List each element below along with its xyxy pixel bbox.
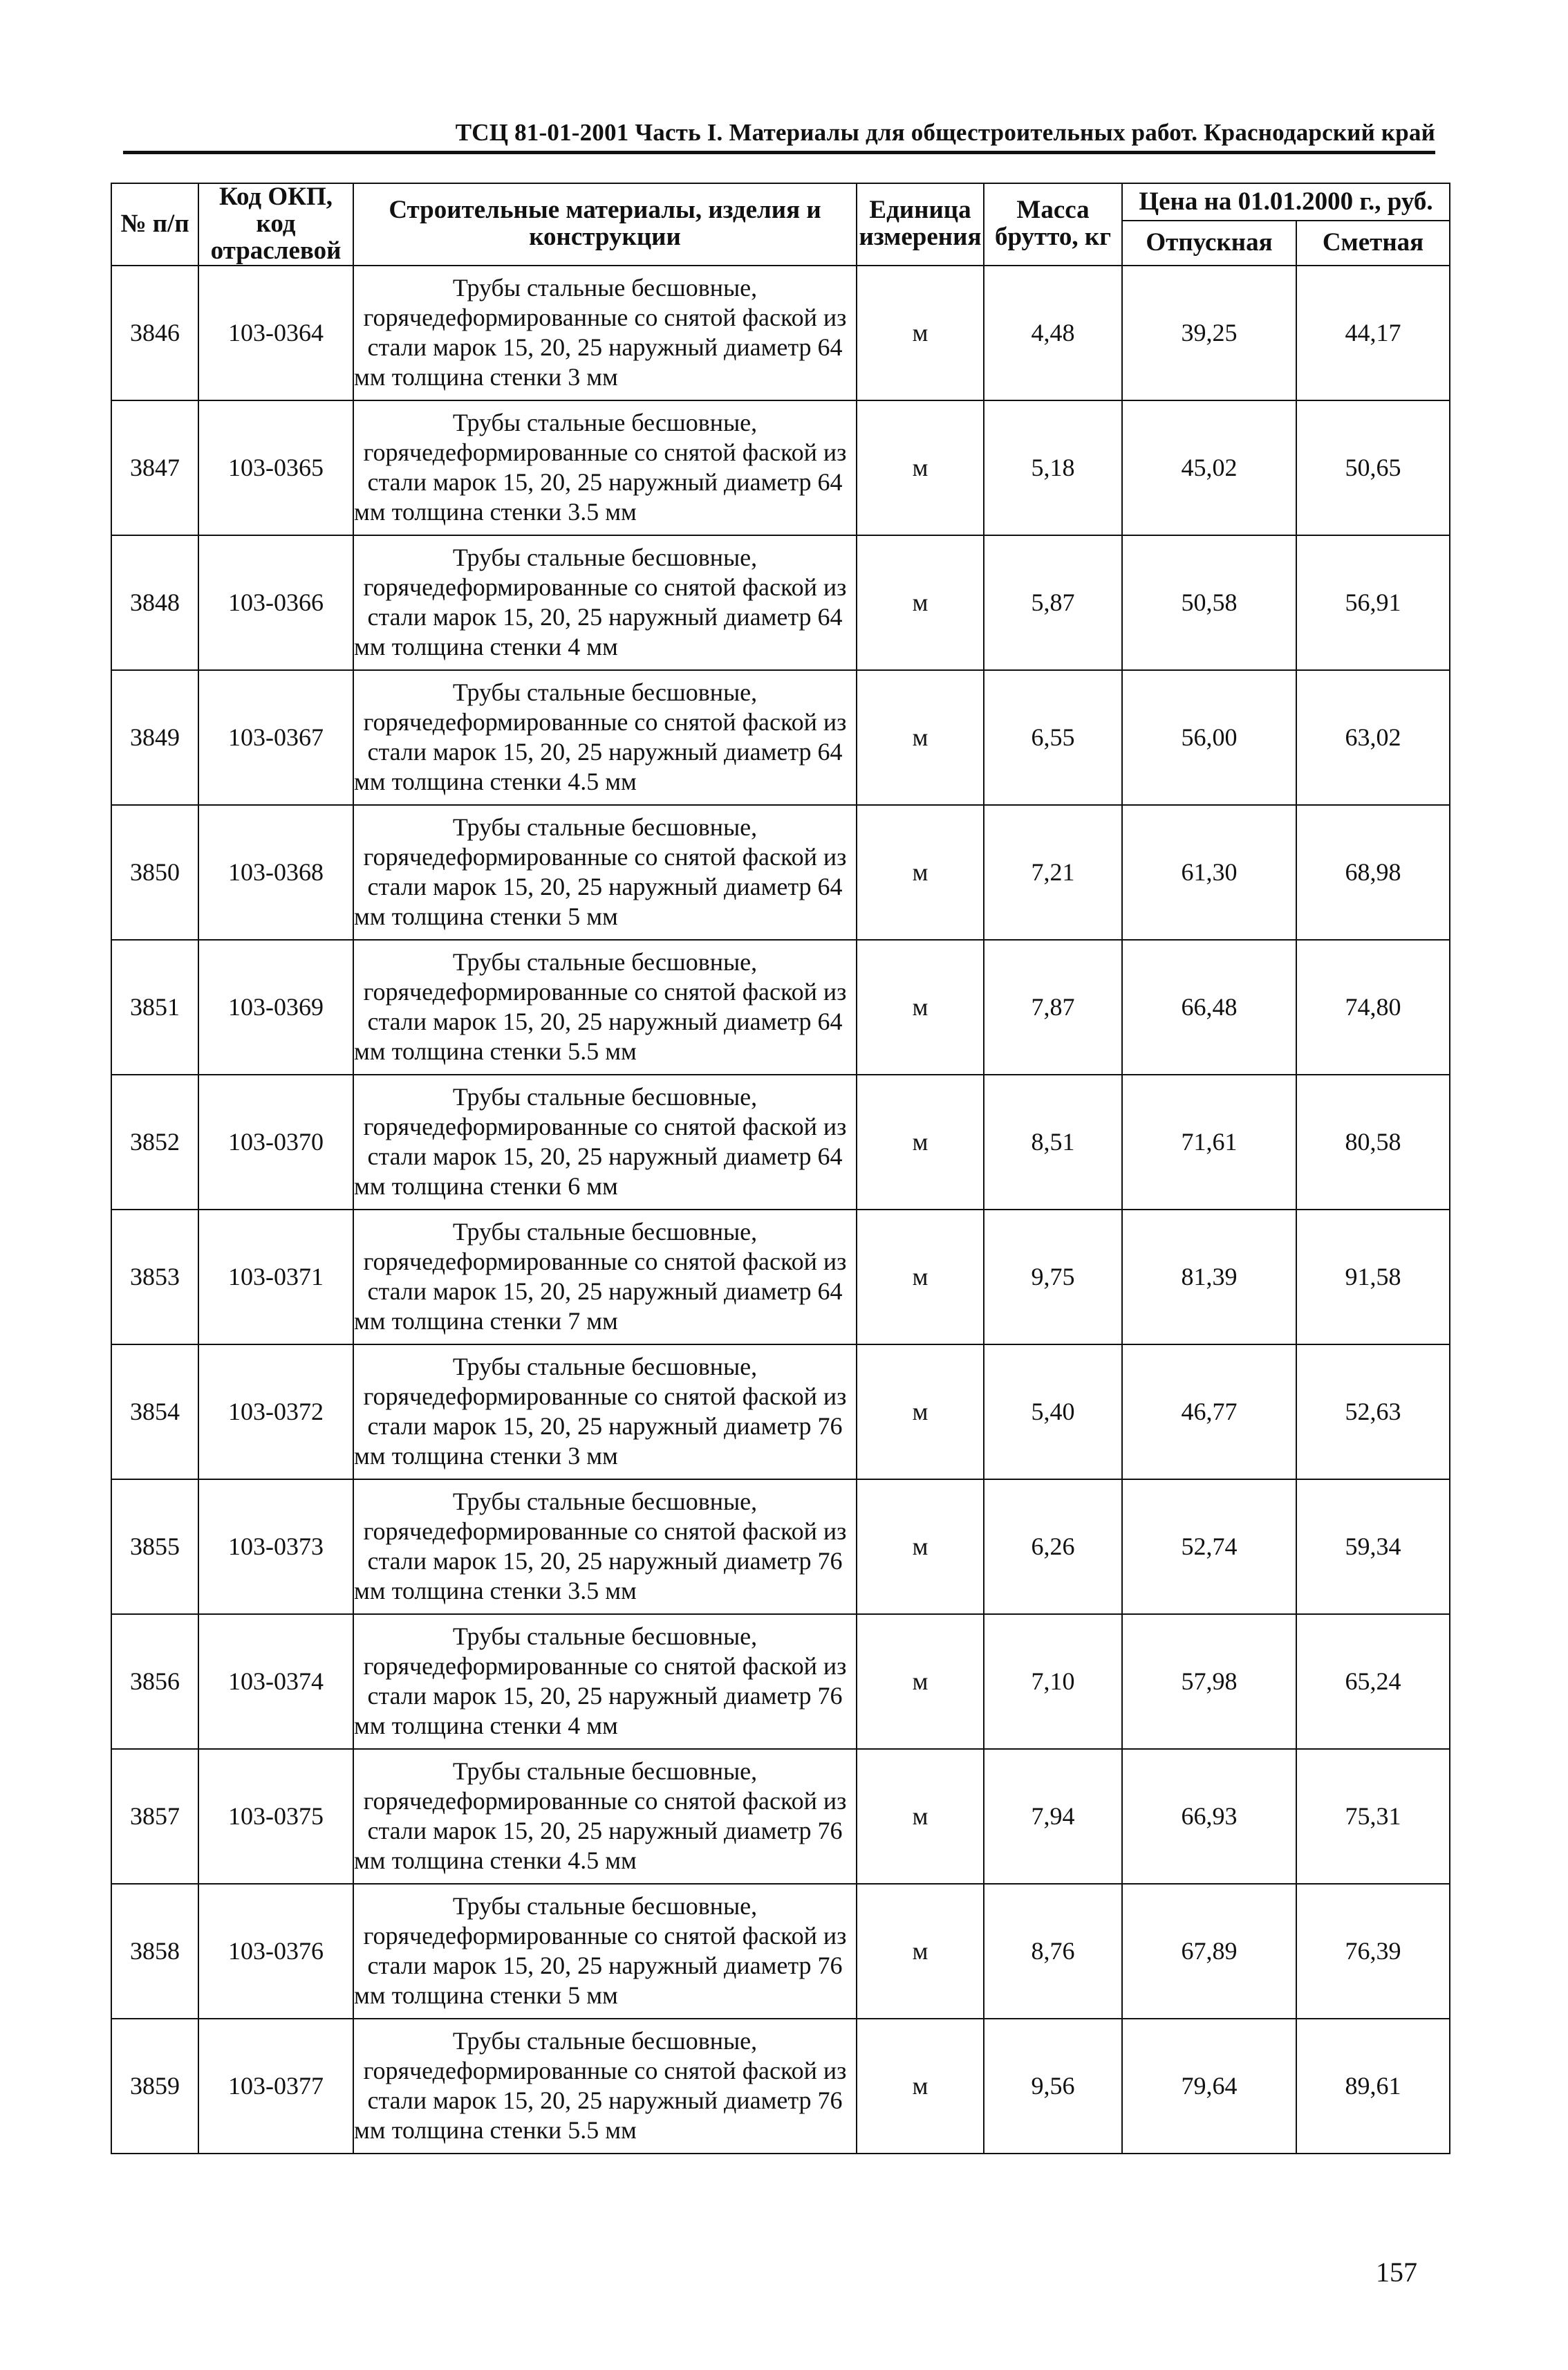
cell-unit: м <box>857 1749 984 1884</box>
cell-price-release: 67,89 <box>1122 1884 1296 2019</box>
cell-code: 103-0374 <box>198 1614 353 1749</box>
table-row <box>111 1479 1450 1614</box>
table-row <box>111 670 1450 805</box>
cell-unit: м <box>857 1614 984 1749</box>
cell-num: 3854 <box>111 1344 198 1479</box>
cell-description: Трубы стальные бесшовные, горячедеформированные со снятой фаской из стали марок 15, 20, 25 наружный диаметр 64 мм толщина стенки 7 мм <box>353 1210 857 1344</box>
cell-price-estimate: 52,63 <box>1296 1344 1450 1479</box>
cell-description: Трубы стальные бесшовные, горячедеформированные со снятой фаской из стали марок 15, 20, 25 наружный диаметр 64 мм толщина стенки 4.5 мм <box>353 670 857 805</box>
cell-price-estimate: 74,80 <box>1296 940 1450 1075</box>
cell-price-release: 50,58 <box>1122 535 1296 670</box>
cell-code: 103-0372 <box>198 1344 353 1479</box>
cell-mass: 7,10 <box>984 1614 1122 1749</box>
cell-description: Трубы стальные бесшовные, горячедеформированные со снятой фаской из стали марок 15, 20, 25 наружный диаметр 76 мм толщина стенки 5 мм <box>353 1884 857 2019</box>
header-name: Строительные материалы, изделия и конструкции <box>353 183 857 266</box>
cell-mass: 6,26 <box>984 1479 1122 1614</box>
cell-num: 3847 <box>111 400 198 535</box>
table-row <box>111 940 1450 1075</box>
cell-mass: 4,48 <box>984 266 1122 400</box>
cell-num: 3853 <box>111 1210 198 1344</box>
cell-code: 103-0371 <box>198 1210 353 1344</box>
cell-price-release: 57,98 <box>1122 1614 1296 1749</box>
table-row <box>111 400 1450 535</box>
cell-num: 3859 <box>111 2019 198 2154</box>
cell-mass: 5,87 <box>984 535 1122 670</box>
cell-mass: 9,75 <box>984 1210 1122 1344</box>
cell-description: Трубы стальные бесшовные, горячедеформированные со снятой фаской из стали марок 15, 20, 25 наружный диаметр 76 мм толщина стенки 3 мм <box>353 1344 857 1479</box>
cell-num: 3849 <box>111 670 198 805</box>
cell-mass: 5,18 <box>984 400 1122 535</box>
cell-price-estimate: 80,58 <box>1296 1075 1450 1210</box>
cell-num: 3857 <box>111 1749 198 1884</box>
cell-code: 103-0364 <box>198 266 353 400</box>
cell-description: Трубы стальные бесшовные, горячедеформированные со снятой фаской из стали марок 15, 20, 25 наружный диаметр 76 мм толщина стенки 5.5 мм <box>353 2019 857 2154</box>
table-row <box>111 1344 1450 1479</box>
cell-mass: 7,94 <box>984 1749 1122 1884</box>
cell-price-release: 61,30 <box>1122 805 1296 940</box>
cell-code: 103-0369 <box>198 940 353 1075</box>
cell-code: 103-0375 <box>198 1749 353 1884</box>
header-code: Код ОКП, код отраслевой <box>198 183 353 266</box>
header-mass: Масса брутто, кг <box>984 183 1122 266</box>
table-row <box>111 1749 1450 1884</box>
cell-unit: м <box>857 1075 984 1210</box>
table-row <box>111 805 1450 940</box>
cell-price-estimate: 76,39 <box>1296 1884 1450 2019</box>
cell-unit: м <box>857 1210 984 1344</box>
cell-code: 103-0373 <box>198 1479 353 1614</box>
cell-price-release: 46,77 <box>1122 1344 1296 1479</box>
cell-price-estimate: 91,58 <box>1296 1210 1450 1344</box>
cell-mass: 7,87 <box>984 940 1122 1075</box>
cell-description: Трубы стальные бесшовные, горячедеформированные со снятой фаской из стали марок 15, 20, 25 наружный диаметр 64 мм толщина стенки 3 мм <box>353 266 857 400</box>
header-price-estimate: Сметная <box>1296 221 1450 265</box>
cell-num: 3846 <box>111 266 198 400</box>
cell-mass: 8,51 <box>984 1075 1122 1210</box>
page-number: 157 <box>1376 2257 1417 2288</box>
cell-mass: 9,56 <box>984 2019 1122 2154</box>
cell-price-estimate: 89,61 <box>1296 2019 1450 2154</box>
cell-num: 3858 <box>111 1884 198 2019</box>
cell-mass: 5,40 <box>984 1344 1122 1479</box>
cell-price-release: 45,02 <box>1122 400 1296 535</box>
cell-description: Трубы стальные бесшовные, горячедеформированные со снятой фаской из стали марок 15, 20, 25 наружный диаметр 76 мм толщина стенки 4 мм <box>353 1614 857 1749</box>
header-rule <box>123 151 1435 154</box>
cell-price-estimate: 63,02 <box>1296 670 1450 805</box>
cell-price-estimate: 50,65 <box>1296 400 1450 535</box>
price-table <box>111 183 1450 2154</box>
table-row <box>111 266 1450 400</box>
cell-description: Трубы стальные бесшовные, горячедеформированные со снятой фаской из стали марок 15, 20, 25 наружный диаметр 64 мм толщина стенки 3.5 мм <box>353 400 857 535</box>
cell-price-estimate: 59,34 <box>1296 1479 1450 1614</box>
cell-mass: 8,76 <box>984 1884 1122 2019</box>
header-unit: Единица измерения <box>857 183 984 266</box>
cell-price-release: 79,64 <box>1122 2019 1296 2154</box>
table-row <box>111 1884 1450 2019</box>
table-body <box>111 266 1450 2154</box>
cell-description: Трубы стальные бесшовные, горячедеформированные со снятой фаской из стали марок 15, 20, 25 наружный диаметр 64 мм толщина стенки 4 мм <box>353 535 857 670</box>
cell-code: 103-0368 <box>198 805 353 940</box>
cell-code: 103-0365 <box>198 400 353 535</box>
cell-price-estimate: 68,98 <box>1296 805 1450 940</box>
cell-price-estimate: 56,91 <box>1296 535 1450 670</box>
cell-description: Трубы стальные бесшовные, горячедеформированные со снятой фаской из стали марок 15, 20, 25 наружный диаметр 76 мм толщина стенки 4.5 мм <box>353 1749 857 1884</box>
cell-price-release: 39,25 <box>1122 266 1296 400</box>
cell-num: 3848 <box>111 535 198 670</box>
cell-unit: м <box>857 2019 984 2154</box>
cell-description: Трубы стальные бесшовные, горячедеформированные со снятой фаской из стали марок 15, 20, 25 наружный диаметр 64 мм толщина стенки 5 мм <box>353 805 857 940</box>
cell-mass: 6,55 <box>984 670 1122 805</box>
cell-unit: м <box>857 535 984 670</box>
running-header: ТСЦ 81-01-2001 Часть I. Материалы для общестроительных работ. Краснодарский край <box>455 119 1435 146</box>
cell-price-estimate: 65,24 <box>1296 1614 1450 1749</box>
cell-unit: м <box>857 1884 984 2019</box>
cell-price-estimate: 75,31 <box>1296 1749 1450 1884</box>
cell-unit: м <box>857 670 984 805</box>
cell-price-release: 52,74 <box>1122 1479 1296 1614</box>
cell-code: 103-0366 <box>198 535 353 670</box>
table-row <box>111 2019 1450 2154</box>
table-header <box>111 183 1450 266</box>
cell-num: 3852 <box>111 1075 198 1210</box>
header-price-release: Отпускная <box>1122 221 1296 265</box>
cell-code: 103-0377 <box>198 2019 353 2154</box>
cell-price-release: 56,00 <box>1122 670 1296 805</box>
cell-code: 103-0367 <box>198 670 353 805</box>
cell-description: Трубы стальные бесшовные, горячедеформированные со снятой фаской из стали марок 15, 20, 25 наружный диаметр 76 мм толщина стенки 3.5 мм <box>353 1479 857 1614</box>
cell-unit: м <box>857 1344 984 1479</box>
cell-mass: 7,21 <box>984 805 1122 940</box>
cell-description: Трубы стальные бесшовные, горячедеформированные со снятой фаской из стали марок 15, 20, 25 наружный диаметр 64 мм толщина стенки 6 мм <box>353 1075 857 1210</box>
cell-num: 3855 <box>111 1479 198 1614</box>
cell-price-release: 81,39 <box>1122 1210 1296 1344</box>
table-row <box>111 1210 1450 1344</box>
cell-unit: м <box>857 400 984 535</box>
table-row <box>111 1075 1450 1210</box>
cell-description: Трубы стальные бесшовные, горячедеформированные со снятой фаской из стали марок 15, 20, 25 наружный диаметр 64 мм толщина стенки 5.5 мм <box>353 940 857 1075</box>
cell-num: 3856 <box>111 1614 198 1749</box>
cell-code: 103-0376 <box>198 1884 353 2019</box>
cell-price-release: 71,61 <box>1122 1075 1296 1210</box>
cell-num: 3851 <box>111 940 198 1075</box>
table-row <box>111 1614 1450 1749</box>
header-price: Цена на 01.01.2000 г., руб. <box>1122 183 1450 221</box>
table-row <box>111 535 1450 670</box>
cell-code: 103-0370 <box>198 1075 353 1210</box>
cell-unit: м <box>857 266 984 400</box>
cell-num: 3850 <box>111 805 198 940</box>
cell-price-release: 66,48 <box>1122 940 1296 1075</box>
cell-price-release: 66,93 <box>1122 1749 1296 1884</box>
header-num: № п/п <box>111 183 198 266</box>
cell-unit: м <box>857 805 984 940</box>
cell-unit: м <box>857 940 984 1075</box>
cell-unit: м <box>857 1479 984 1614</box>
cell-price-estimate: 44,17 <box>1296 266 1450 400</box>
